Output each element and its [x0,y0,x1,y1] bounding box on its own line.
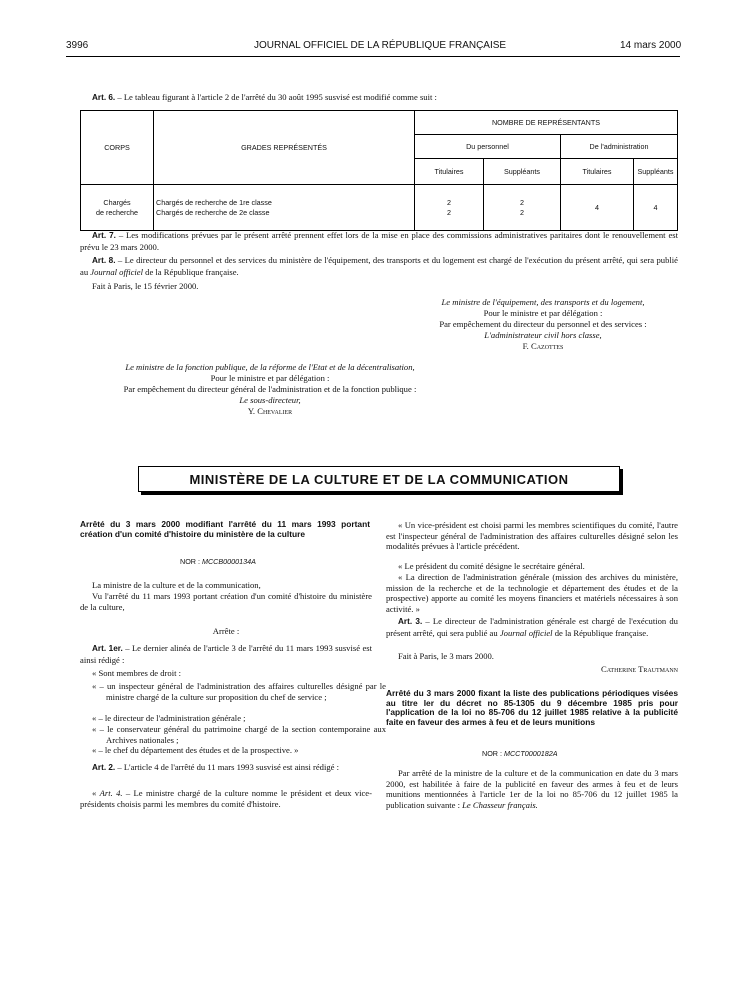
left-art4 [80,788,372,809]
art8-paragraph [80,255,678,277]
left-membres: « Sont membres de droit : [92,668,182,678]
col-titulaires-admin: Titulaires [561,159,634,185]
right-art3-after: de la République française. [552,627,649,638]
sig2-line2: Pour le ministre et par délégation : [210,373,330,383]
sig1-line5: F. Cazottes [522,341,564,351]
admin-titulaires-cell: 4 [561,185,634,231]
left-art4-open: « [92,788,100,798]
left-art4-italic: Art. 4. [99,788,123,798]
sig1-line4: L'administrateur civil hors classe, [484,330,602,340]
sig2-line3: Par empêchement du directeur général de l'administration et de la fonction publique : [123,384,417,394]
grade-2: Chargés de recherche de 2e classe [156,207,270,217]
left-arrete: Arrête : [212,626,240,636]
col-administration: De l'administration [561,135,678,159]
left-nor-label: NOR : [180,557,202,566]
left-art1-label: Art. 1er. [92,644,123,653]
corps-cell [81,185,154,231]
fait-paris-1: Fait à Paris, le 15 février 2000. [92,281,199,291]
header-date: 14 mars 2000 [620,40,682,51]
left-item4: « – le chef du département des études et de la prospective. » [92,745,299,755]
sig1-line1: Le ministre de l'équipement, des transports et du logement, [441,297,645,307]
art8-text-before: – Le directeur du personnel et des services du ministère de l'équipement, des transports et du logement est chargé de l'exécution du présent arrêté, qui sera publié au [80,255,678,277]
left-art4-text: – Le ministre chargé de la culture nomme le président et deux vice-présidents choisis parmi les membres du comité d'histoire. [80,788,372,809]
right-art3-label: Art. 3. [398,617,423,626]
row2-titulaires: 2 [447,207,451,217]
col-nombre: NOMBRE DE REPRÉSENTANTS [415,111,678,135]
row1-suppleants: 2 [520,197,524,207]
sig1-line3: Par empêchement du directeur du personnel et des services : [439,319,647,329]
signature-block-2 [80,362,460,417]
right-nor [482,749,558,758]
left-nor-code: MCCB0000134A [201,557,256,566]
left-art1 [80,643,372,665]
left-art2 [80,762,372,774]
left-p2: Vu l'arrêté du 11 mars 1993 portant création d'un comité d'histoire du ministère de la culture, [80,591,372,612]
row1-titulaires: 2 [447,197,451,207]
left-p1: La ministre de la culture et de la communication, [92,580,261,590]
right-fait: Fait à Paris, le 3 mars 2000. [398,651,494,661]
col-suppleants-admin: Suppléants [634,159,678,185]
right-q2: « Le président du comité désigne le secrétaire général. [398,561,585,571]
right-signature: Catherine Trautmann [601,664,678,674]
grades-cell [154,185,415,231]
art7-text: – Les modifications prévues par le présent arrêté prennent effet lors de la mise en place des commissions administratives paritaires dont le renouvellement est prévu le 23 mars 2000. [80,230,678,252]
sig2-line1: Le ministre de la fonction publique, de la réforme de l'Etat et de la décentralisation, [125,362,415,372]
right-q3: « La direction de l'administration générale (mission des archives du ministère, mission de la recherche et de la technologie et département des études et de la prospective) apporte au comité les moyens financiers et matériels nécessaires à son activité. » [386,572,678,614]
row2-suppleants: 2 [520,207,524,217]
page-number: 3996 [66,40,89,51]
art6-text: – Le tableau figurant à l'article 2 de l'arrêté du 30 août 1995 susvisé est modifié comme suit : [115,92,437,102]
right-q1: « Un vice-président est choisi parmi les membres scientifiques du comité, l'autre est l'inspecteur général de l'administration des affaires culturelles désigné selon les modalités prévues à l'article précédent. [386,520,678,552]
right-nor-label: NOR : [482,749,504,758]
left-title: Arrêté du 3 mars 2000 modifiant l'arrêté du 11 mars 1993 portant création d'un comité d'histoire du ministère de la culture [80,519,370,539]
col-personnel: Du personnel [415,135,561,159]
art6-paragraph [92,92,682,104]
signature-block-1 [405,297,681,352]
art7-label: Art. 7. [92,231,116,240]
sig2-line5: Y. Chevalier [247,406,293,416]
col-grades: GRADES REPRÉSENTÉS [154,111,415,185]
right-p-last-text: Par arrêté de la ministre de la culture et de la communication en date du 3 mars 2000, est habilitée à faire de la publicité en faveur des armes à feu et de leurs munitions mentionnées à l'article 1er de la loi no 85-706 du 12 juillet 1985 la publication suivante : [386,768,678,810]
left-item1: « – un inspecteur général de l'administration des affaires culturelles désigné par le ministre chargé de la culture sur proposition du chef de service ; [92,681,386,702]
personnel-suppleants-cell [484,185,561,231]
journal-title: JOURNAL OFFICIEL DE LA RÉPUBLIQUE FRANÇAISE [254,40,507,51]
right-p-last [386,768,678,810]
art8-label: Art. 8. [92,256,116,265]
left-nor [180,557,256,566]
grade-1: Chargés de recherche de 1re classe [156,197,272,207]
right-art3 [386,616,678,638]
art8-text-after: de la République française. [143,266,239,277]
header-rule [66,56,680,57]
left-item3: « – le conservateur général du patrimoine chargé de la section contemporaine aux Archives nationales ; [92,724,386,745]
left-art2-label: Art. 2. [92,763,116,772]
representatives-table [80,110,678,231]
col-titulaires-personnel: Titulaires [415,159,484,185]
table-row [81,185,678,231]
personnel-titulaires-cell [415,185,484,231]
art7-paragraph [80,230,678,252]
corps-line1: Chargés [103,197,131,207]
sig2-line4: Le sous-directeur, [239,395,301,405]
col-corps: CORPS [81,111,154,185]
sig1-line2: Pour le ministre et par délégation : [483,308,603,318]
right-nor-code: MCCT0000182A [503,749,558,758]
right-art3-journal: Journal officiel [499,627,553,638]
ministry-banner: MINISTÈRE DE LA CULTURE ET DE LA COMMUNICATION [138,466,620,492]
art8-journal: Journal officiel [90,266,144,277]
left-art1-text: – Le dernier alinéa de l'article 3 de l'arrêté du 11 mars 1993 susvisé est ainsi rédigé : [80,643,372,665]
admin-suppleants-cell: 4 [634,185,678,231]
right-title: Arrêté du 3 mars 2000 fixant la liste des publications périodiques visées au titre Ier du décret no 85-1305 du 9 décembre 1985 pris pour l'application de la loi no 85-706 du 12 juillet 1985 relative à la publicité faite en faveur des armes à feu et de leurs munitions [386,688,678,727]
col-suppleants-personnel: Suppléants [484,159,561,185]
right-p-last-italic: Le Chasseur français. [462,799,538,810]
art6-label: Art. 6. [92,93,116,102]
left-item2: « – le directeur de l'administration générale ; [92,713,246,723]
left-art2-text: – L'article 4 de l'arrêté du 11 mars 1993 susvisé est ainsi rédigé : [115,762,339,772]
right-art3-before: – Le directeur de l'administration générale est chargé de l'exécution du présent arrêté, qui sera publié au [386,616,678,638]
corps-line2: de recherche [96,207,138,217]
